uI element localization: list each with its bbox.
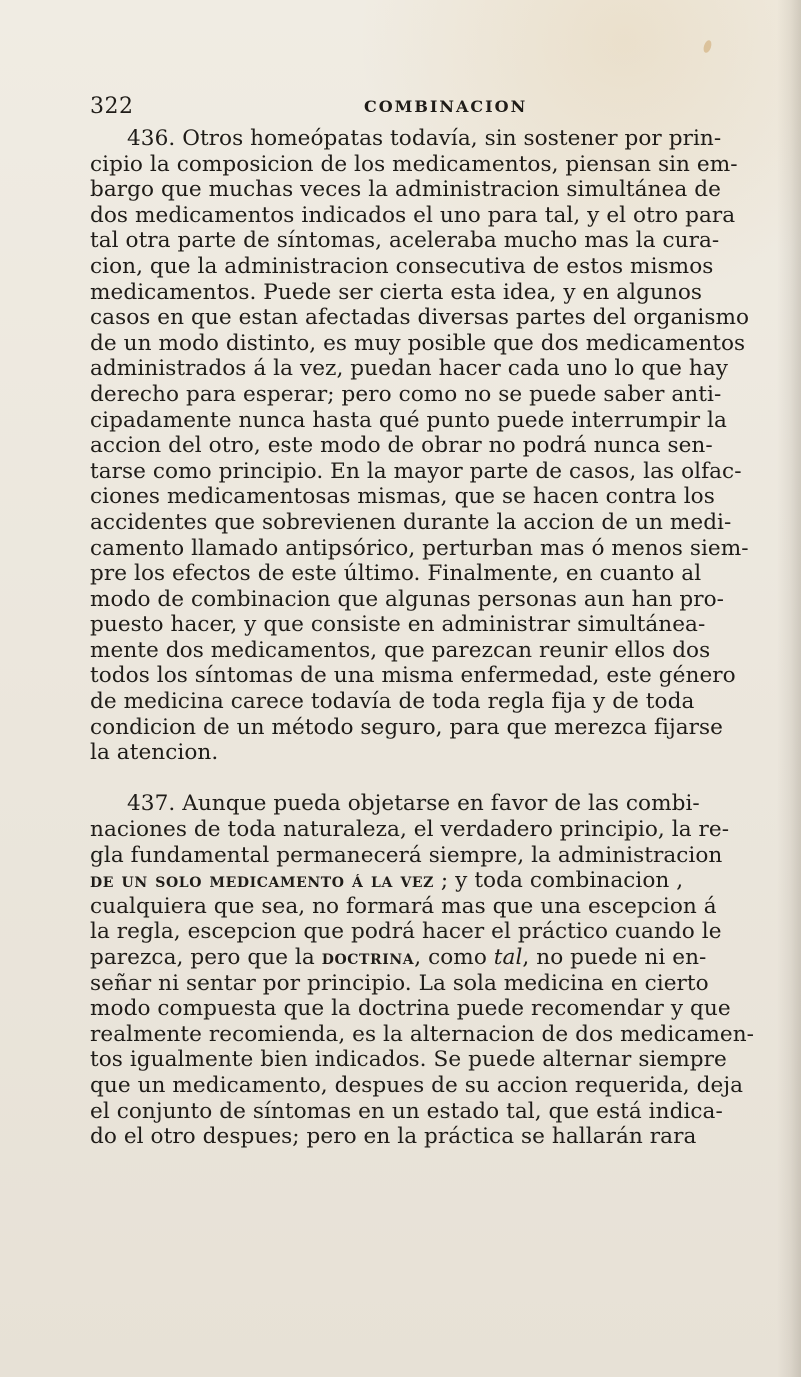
- text-line: ciones medicamentosas mismas, que se hacen contra los: [90, 484, 715, 510]
- text-line: casos en que estan afectadas diversas partes del organismo: [90, 305, 750, 331]
- text-line: gla fundamental permanecerá siempre, la administracion: [90, 842, 723, 868]
- text-line: la regla, escepcion que podrá hacer el práctico cuando le: [90, 919, 722, 945]
- text-line: modo de combinacion que algunas personas aun han pro-: [90, 586, 725, 612]
- text-line: cualquiera que sea, no formará mas que una escepcion á: [90, 893, 717, 919]
- text-line: modo compuesta que la doctrina puede recomendar y que: [90, 996, 731, 1022]
- paragraph-gap: [90, 766, 768, 792]
- line-segment: parezca, pero que la: [90, 945, 322, 970]
- text-line: realmente recomienda, es la alternacion de dos medicamen-: [90, 1021, 755, 1047]
- text-line: [90, 868, 768, 894]
- text-line: [90, 945, 768, 971]
- text-line: medicamentos. Puede ser cierta esta idea, y en algunos: [90, 279, 703, 305]
- text-line: puesto hacer, y que consiste en administrar simultánea-: [90, 612, 706, 638]
- italic-word: tal: [493, 945, 523, 970]
- text-line: derecho para esperar; pero como no se puede saber anti-: [90, 381, 722, 407]
- text-line: camento llamado antipsórico, perturban mas ó menos siem-: [90, 535, 749, 561]
- page-edge-shadow: [777, 0, 801, 1377]
- small-caps-word: doctrina: [321, 945, 415, 969]
- text-line: cipadamente nunca hasta qué punto puede interrumpir la: [90, 407, 727, 433]
- text-line: condicion de un método seguro, para que merezca fijarse: [90, 714, 724, 740]
- paper-stain: [702, 39, 713, 54]
- text-line: señar ni sentar por principio. La sola medicina en cierto: [90, 970, 709, 996]
- page-header: [0, 94, 801, 124]
- text-line: el conjunto de síntomas en un estado tal, que está indica-: [90, 1098, 723, 1124]
- text-line: mente dos medicamentos, que parezcan reunir ellos dos: [90, 637, 711, 663]
- text-line: 437. Aunque pueda objetarse en favor de las combi-: [127, 791, 700, 817]
- text-line: dos medicamentos indicados el uno para tal, y el otro para: [90, 202, 736, 228]
- text-line: cipio la composicion de los medicamentos, piensan sin em-: [90, 151, 738, 177]
- text-line: tos igualmente bien indicados. Se puede alternar siempre: [90, 1047, 727, 1073]
- text-line: que un medicamento, despues de su accion requerida, deja: [90, 1072, 744, 1098]
- line-rest: ; y toda combinacion ,: [434, 868, 684, 894]
- line-segment: , no puede ni en-: [522, 945, 707, 970]
- text-line: do el otro despues; pero en la práctica se hallarán rara: [90, 1124, 697, 1150]
- text-line: la atencion.: [90, 740, 219, 766]
- text-line: tal otra parte de síntomas, aceleraba mucho mas la cura-: [90, 228, 720, 254]
- text-line: todos los síntomas de una misma enfermedad, este género: [90, 663, 736, 689]
- text-line: de un modo distinto, es muy posible que dos medicamentos: [90, 330, 746, 356]
- running-head: COMBINACION: [364, 97, 528, 116]
- text-line: administrados á la vez, puedan hacer cada uno lo que hay: [90, 356, 729, 382]
- text-line: accidentes que sobrevienen durante la accion de un medi-: [90, 509, 732, 535]
- text-line: pre los efectos de este último. Finalmente, en cuanto al: [90, 561, 702, 587]
- page-body: [90, 126, 768, 1150]
- small-caps-phrase: de un solo medicamento á la vez: [90, 868, 435, 893]
- text-line: bargo que muchas veces la administracion simultánea de: [90, 177, 721, 203]
- text-line: 436. Otros homeópatas todavía, sin sostener por prin-: [127, 126, 722, 151]
- text-line: tarse como principio. En la mayor parte de casos, las olfac-: [90, 458, 742, 484]
- line-segment: , como: [414, 945, 494, 970]
- text-line: cion, que la administracion consecutiva de estos mismos: [90, 253, 714, 279]
- page-number: 322: [90, 94, 134, 119]
- text-line: de medicina carece todavía de toda regla fija y de toda: [90, 689, 695, 715]
- text-line: naciones de toda naturaleza, el verdadero principio, la re-: [90, 817, 730, 843]
- text-line: accion del otro, este modo de obrar no podrá nunca sen-: [90, 433, 713, 459]
